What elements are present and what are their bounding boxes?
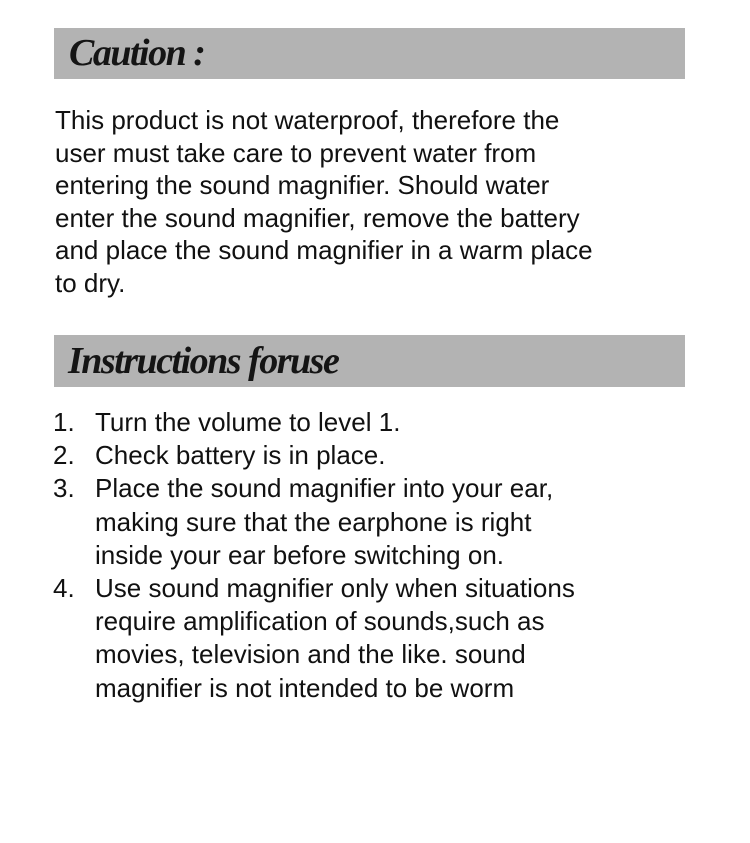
instruction-item-2 xyxy=(53,439,713,472)
instruction-text xyxy=(95,406,713,439)
instruction-item-1 xyxy=(53,406,713,439)
caution-line: user must take care to prevent water from xyxy=(55,137,537,168)
instruction-text xyxy=(95,572,713,705)
instruction-line: making sure that the earphone is right xyxy=(95,506,532,537)
instruction-text xyxy=(95,472,713,572)
instruction-number: 3. xyxy=(53,473,75,504)
caution-line: to dry. xyxy=(55,267,126,298)
instruction-line: require amplification of sounds,such as xyxy=(95,606,545,637)
instructions-heading-bar xyxy=(54,335,685,387)
instruction-line: Check battery is in place. xyxy=(95,440,386,471)
instruction-line: magnifier is not intended to be worm xyxy=(95,672,515,703)
instruction-line: Place the sound magnifier into your ear, xyxy=(95,473,554,504)
instruction-line: movies, television and the like. sound xyxy=(95,639,526,670)
caution-line: This product is not waterproof, therefore the xyxy=(55,105,560,135)
instruction-line: Use sound magnifier only when situations xyxy=(95,573,575,604)
caution-line: enter the sound magnifier, remove the battery xyxy=(55,202,580,233)
caution-heading: Caution : xyxy=(69,32,205,74)
caution-line: and place the sound magnifier in a warm place xyxy=(55,235,593,266)
instruction-item-4 xyxy=(53,572,713,705)
instruction-item-3 xyxy=(53,472,713,572)
instruction-line: inside your ear before switching on. xyxy=(95,539,505,570)
caution-paragraph xyxy=(55,104,705,300)
instruction-number: 4. xyxy=(53,573,75,604)
caution-heading-bar xyxy=(54,28,685,79)
instructions-list xyxy=(53,406,713,705)
caution-line: entering the sound magnifier. Should water xyxy=(55,170,550,201)
instruction-number: 2. xyxy=(53,440,75,471)
instructions-heading: Instructions foruse xyxy=(68,340,339,382)
instruction-text xyxy=(95,439,713,472)
instruction-number: 1. xyxy=(53,407,75,437)
instruction-line: Turn the volume to level 1. xyxy=(95,407,401,437)
